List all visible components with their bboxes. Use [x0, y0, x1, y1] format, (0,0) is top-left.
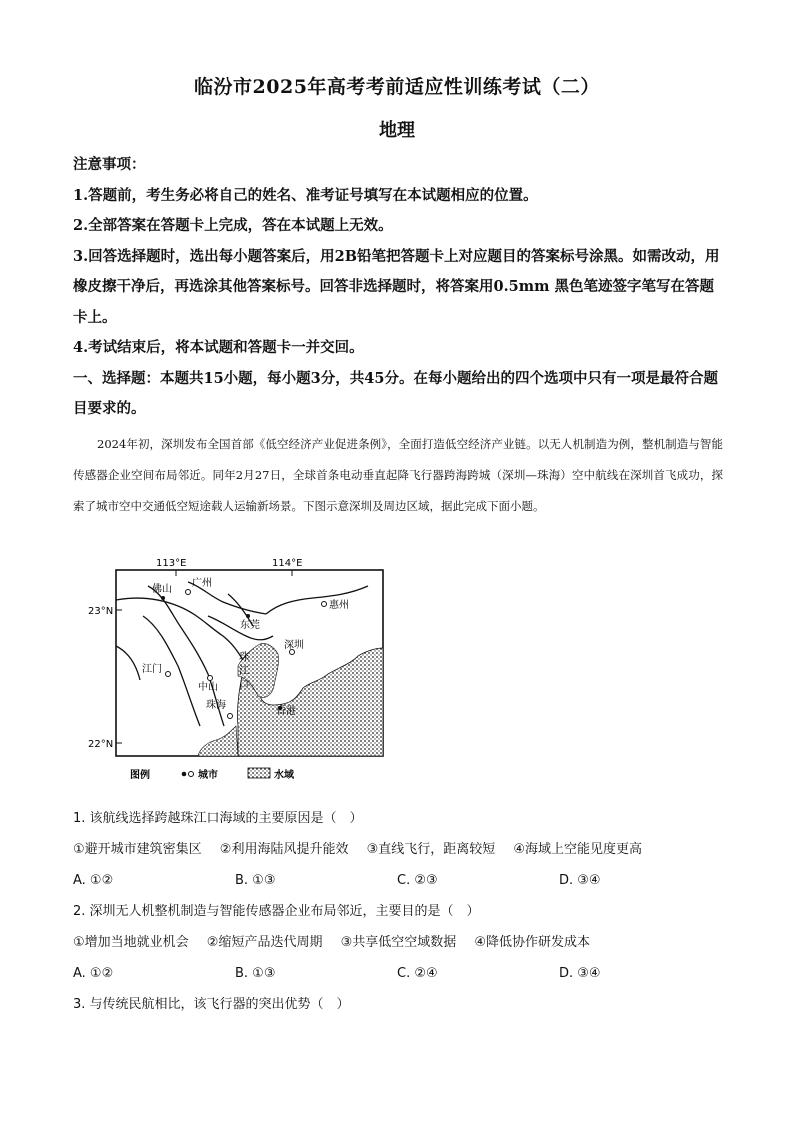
estuary-label: 江 — [239, 666, 249, 677]
question-stem: 3. 与传统民航相比，该飞行器的突出优势（ ） — [73, 997, 350, 1012]
answer-options — [73, 958, 723, 989]
statement: ①增加当地就业机会 — [73, 935, 189, 950]
option: B. ①③ — [235, 966, 276, 981]
city-label: 中山 — [198, 682, 218, 693]
legend-water: 水域 — [274, 770, 294, 781]
city-label: 惠州 — [329, 600, 349, 611]
map-legend — [130, 768, 295, 781]
estuary-label: 口 — [239, 680, 249, 691]
question-stem: 1. 该航线选择跨越珠江口海域的主要原因是（ ） — [73, 811, 363, 826]
lon-label: 113°E — [156, 558, 187, 569]
statement: ①避开城市建筑密集区 — [73, 842, 202, 857]
question-stem: 2. 深圳无人机整机制造与智能传感器企业布局邻近，主要目的是（ ） — [73, 904, 480, 919]
city-label: 深圳 — [284, 640, 304, 651]
exam-title: 临汾市2025年高考考前适应性训练考试（二） — [194, 76, 600, 98]
option: D. ③④ — [559, 873, 601, 888]
statement: ④降低协作研发成本 — [474, 935, 591, 950]
city-label: 香港 — [276, 706, 296, 717]
subject-title: 地理 — [379, 120, 415, 141]
questions-section — [73, 803, 723, 1020]
answer-options — [73, 865, 723, 896]
lat-label: 22°N — [88, 739, 114, 750]
passage-text: 2024年初，深圳发布全国首部《低空经济产业促进条例》，全面打造低空经济产业链。以无人机制造为例，整机制造与智能传感器企业空间布局邻近。同年2月27日，全球首条电动垂直起降飞行器跨海跨城（深圳—珠海）空中航线在深圳首飞成功，探索了城市空中交通低空短途载人运输新场景。下图示意深圳及周边区域，据此完成下面小题。 — [73, 437, 723, 513]
city-label: 佛山 — [152, 584, 172, 595]
statement: ③共享低空空域数据 — [340, 935, 457, 950]
option: A. ①② — [73, 873, 114, 888]
notes-heading: 注意事项： — [73, 156, 146, 173]
statement: ②利用海陆风提升能效 — [219, 842, 349, 857]
city-label: 东莞 — [240, 620, 260, 631]
estuary-label: 珠 — [239, 652, 249, 663]
statement: ③直线飞行，距离较短 — [366, 842, 496, 857]
option: D. ③④ — [559, 966, 601, 981]
question-statements — [73, 834, 723, 865]
section-heading: 一、选择题：本题共15小题，每小题3分，共45分。在每小题给出的四个选项中只有一项是最符合题目要求的。 — [73, 369, 718, 417]
option: B. ①③ — [235, 873, 276, 888]
region-map — [88, 556, 393, 786]
option: C. ②③ — [397, 873, 438, 888]
legend-city: 城市 — [198, 770, 218, 781]
reading-passage — [73, 429, 723, 522]
statement: ④海域上空能见度更高 — [513, 842, 643, 857]
lat-label: 23°N — [88, 606, 114, 617]
legend-title: 图例 — [130, 770, 150, 781]
note-item: 4.考试结束后，将本试题和答题卡一并交回。 — [73, 339, 364, 356]
city-label: 江门 — [142, 664, 162, 675]
city-label: 广州 — [192, 578, 212, 589]
note-item: 1.答题前，考生务必将自己的姓名、准考证号填写在本试题相应的位置。 — [73, 186, 538, 204]
option: A. ①② — [73, 966, 114, 981]
lon-label: 114°E — [272, 558, 303, 569]
notes-section — [73, 150, 723, 425]
city-label: 珠海 — [206, 700, 226, 711]
question-statements — [73, 927, 723, 958]
note-item: 3.回答选择题时，选出每小题答案后，用2B铅笔把答题卡上对应题目的答案标号涂黑。如需改动，用橡皮擦干净后，再选涂其他答案标号。回答非选择题时，将答案用0.5mm 黑色笔迹签字笔写在答题卡上。 — [73, 247, 720, 326]
note-item: 2.全部答案在答题卡上完成，答在本试题上无效。 — [73, 217, 393, 234]
option: C. ②④ — [397, 966, 438, 981]
statement: ②缩短产品迭代周期 — [206, 935, 323, 950]
